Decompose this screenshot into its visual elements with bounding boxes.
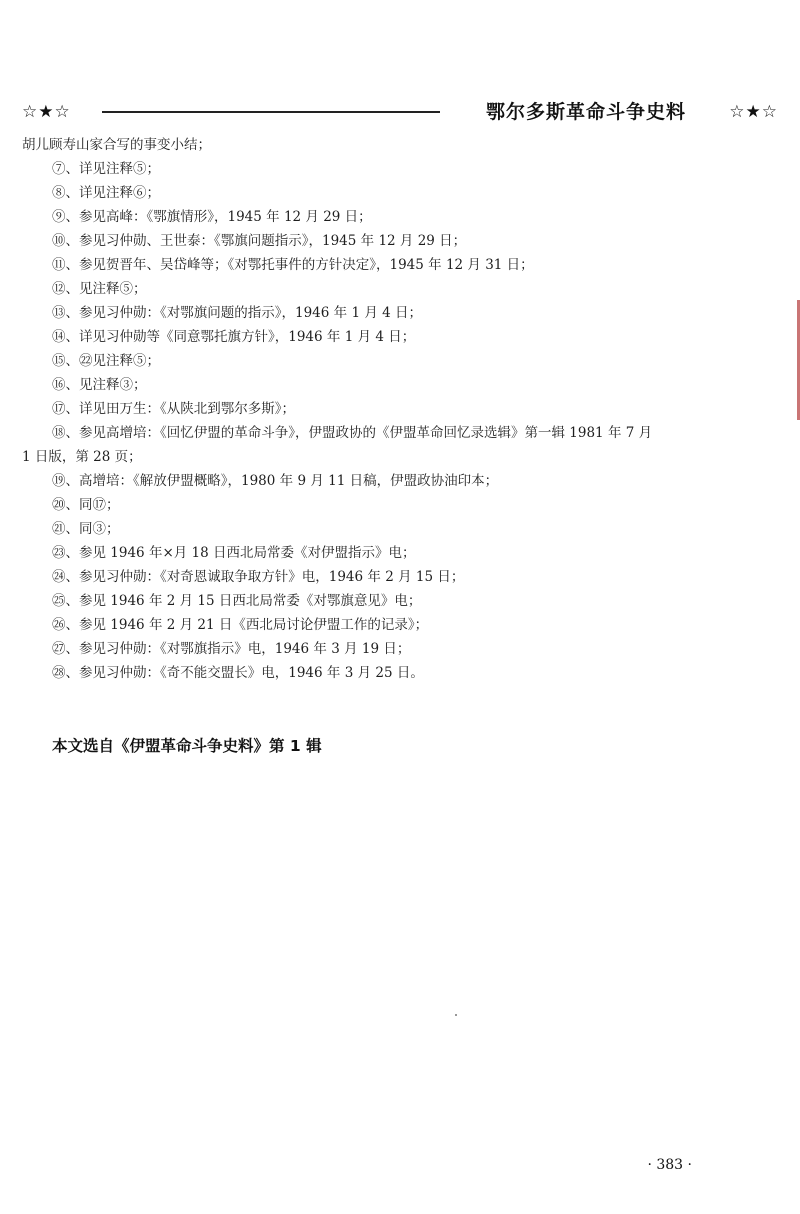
source-note: 本文选自《伊盟革命斗争史料》第 1 辑 [52, 737, 322, 755]
page-number: · 383 · [647, 1157, 692, 1173]
note-item: ⑬、参见习仲勋：《对鄂旗问题的指示》，1946 年 1 月 4 日； [52, 305, 422, 321]
note-item: ⑪、参见贺晋年、吴岱峰等；《对鄂托事件的方针决定》，1945 年 12 月 31 日； [52, 257, 534, 273]
running-header [22, 100, 778, 126]
right-star-ornament: ☆★☆ [729, 102, 778, 122]
note-continuation: 胡儿顾寿山家合写的事变小结； [22, 137, 211, 153]
note-item: ⑲、高增培：《解放伊盟概略》，1980 年 9 月 11 日稿，伊盟政协油印本； [52, 473, 499, 489]
note-item: ⑭、详见习仲勋等《同意鄂托旗方针》，1946 年 1 月 4 日； [52, 329, 416, 345]
note-item: ㉖、参见 1946 年 2 月 21 日《西北局讨论伊盟工作的记录》； [52, 617, 429, 633]
note-item: ⑫、见注释⑤； [52, 281, 147, 297]
note-item: ⑧、详见注释⑥； [52, 185, 160, 201]
endnotes-list [22, 133, 722, 685]
note-item: ㉘、参见习仲勋：《奇不能交盟长》电，1946 年 3 月 25 日。 [52, 665, 424, 681]
note-item: ㉗、参见习仲勋：《对鄂旗指示》电，1946 年 3 月 19 日； [52, 641, 411, 657]
header-rule [102, 111, 440, 113]
print-speck [455, 1014, 457, 1016]
note-item: ㉑、同③； [52, 521, 120, 537]
note-item: ⑦、详见注释⑤； [52, 161, 160, 177]
note-item: ㉕、参见 1946 年 2 月 15 日西北局常委《对鄂旗意见》电； [52, 593, 422, 609]
note-item: ⑳、同⑰； [52, 497, 120, 513]
left-star-ornament: ☆★☆ [22, 102, 71, 122]
note-item: ⑯、见注释③； [52, 377, 147, 393]
note-item: ㉔、参见习仲勋：《对奇恩诚取争取方针》电，1946 年 2 月 15 日； [52, 569, 465, 585]
note-item: ⑩、参见习仲勋、王世泰：《鄂旗问题指示》，1945 年 12 月 29 日； [52, 233, 467, 249]
note-item: ⑮、㉒见注释⑤； [52, 353, 160, 369]
note-item: ㉓、参见 1946 年×月 18 日西北局常委《对伊盟指示》电； [52, 545, 416, 561]
note-item-wrapped-line: 1 日版，第 28 页； [22, 449, 142, 465]
running-title: 鄂尔多斯革命斗争史料 [485, 101, 686, 123]
note-item: ⑨、参见高峰：《鄂旗情形》，1945 年 12 月 29 日； [52, 209, 372, 225]
note-item: ⑱、参见高增培：《回忆伊盟的革命斗争》，伊盟政协的《伊盟革命回忆录选辑》第一辑 1981 年 7 月 [52, 425, 653, 441]
note-item: ⑰、详见田万生：《从陕北到鄂尔多斯》； [52, 401, 295, 417]
